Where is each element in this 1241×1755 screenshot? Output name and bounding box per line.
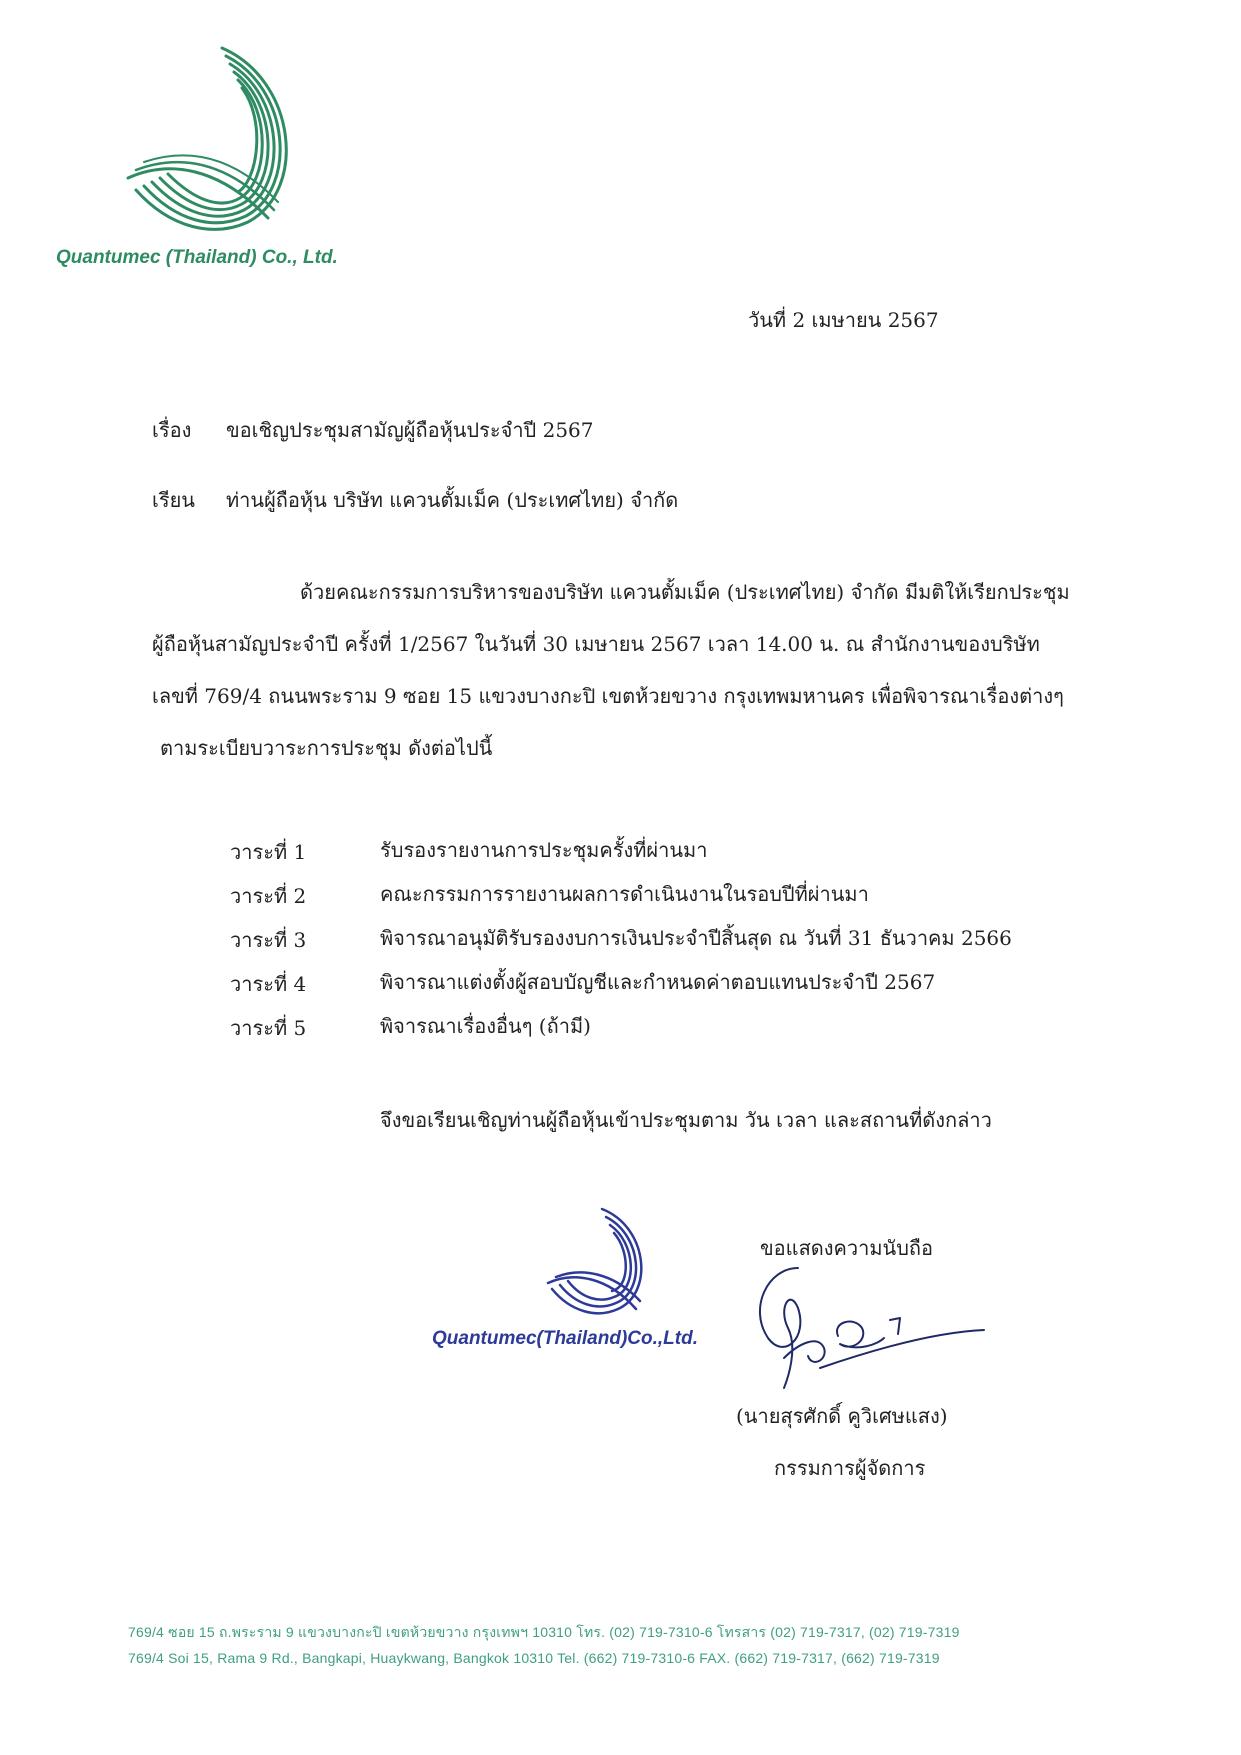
regards-text: ขอแสดงความนับถือ [760, 1236, 934, 1260]
agenda-item-label: วาระที่ 1 [230, 840, 307, 864]
agenda-item-text: รับรองรายงานการประชุมครั้งที่ผ่านมา [380, 838, 708, 862]
agenda-item-text: คณะกรรมการรายงานผลการดำเนินงานในรอบปีที่ผ่านมา [380, 882, 869, 906]
body-line: ผู้ถือหุ้นสามัญประจำปี ครั้งที่ 1/2567 ในวันที่ 30 เมษายน 2567 เวลา 14.00 น. ณ สำนักงานของบริษัท [152, 632, 1040, 656]
agenda-item-label: วาระที่ 4 [230, 972, 307, 996]
agenda-item-text: พิจารณาอนุมัติรับรองงบการเงินประจำปีสิ้นสุด ณ วันที่ 31 ธันวาคม 2566 [380, 926, 1012, 950]
agenda-item-text: พิจารณาเรื่องอื่นๆ (ถ้ามี) [380, 1014, 591, 1038]
closing-text: จึงขอเรียนเชิญท่านผู้ถือหุ้นเข้าประชุมตาม วัน เวลา และสถานที่ดังกล่าว [380, 1108, 992, 1132]
company-stamp-icon [544, 1205, 656, 1317]
agenda-item-label: วาระที่ 2 [230, 884, 307, 908]
agenda-item-label: วาระที่ 3 [230, 928, 307, 952]
recipient-label: เรียน [152, 488, 195, 512]
recipient-text: ท่านผู้ถือหุ้น บริษัท แควนตั้มเม็ค (ประเทศไทย) จำกัด [226, 488, 679, 512]
subject-text: ขอเชิญประชุมสามัญผู้ถือหุ้นประจำปี 2567 [226, 418, 594, 442]
company-name: Quantumec (Thailand) Co., Ltd. [56, 247, 338, 268]
signer-name: (นายสุรศักดิ์ คูวิเศษแสง) [736, 1404, 948, 1428]
footer-address-en: 769/4 Soi 15, Rama 9 Rd., Bangkapi, Huaykwang, Bangkok 10310 Tel. (662) 719-7310-6 FAX. (662) 719-7317, (662) 719-7319 [128, 1650, 940, 1666]
body-line: เลขที่ 769/4 ถนนพระราม 9 ซอย 15 แขวงบางกะปิ เขตห้วยขวาง กรุงเทพมหานคร เพื่อพิจารณาเรื่องต่างๆ [152, 684, 1064, 708]
subject-label: เรื่อง [152, 418, 192, 442]
footer-address-th: 769/4 ซอย 15 ถ.พระราม 9 แขวงบางกะปิ เขตห้วยขวาง กรุงเทพฯ 10310 โทร. (02) 719-7310-6 โทรสาร (02) 719-7317, (02) 719-7319 [128, 1624, 960, 1640]
quantumec-logo-icon [118, 40, 308, 235]
company-stamp-text: Quantumec(Thailand)Co.,Ltd. [432, 1328, 698, 1349]
body-line: ด้วยคณะกรรมการบริหารของบริษัท แควนตั้มเม็ค (ประเทศไทย) จำกัด มีมติให้เรียกประชุม [300, 580, 1070, 604]
signer-title: กรรมการผู้จัดการ [774, 1456, 926, 1480]
agenda-item-text: พิจารณาแต่งตั้งผู้สอบบัญชีและกำหนดค่าตอบแทนประจำปี 2567 [380, 970, 936, 994]
letter-date: วันที่ 2 เมษายน 2567 [748, 308, 939, 332]
body-line: ตามระเบียบวาระการประชุม ดังต่อไปนี้ [160, 736, 493, 760]
agenda-item-label: วาระที่ 5 [230, 1016, 307, 1040]
signature-image [728, 1248, 988, 1398]
